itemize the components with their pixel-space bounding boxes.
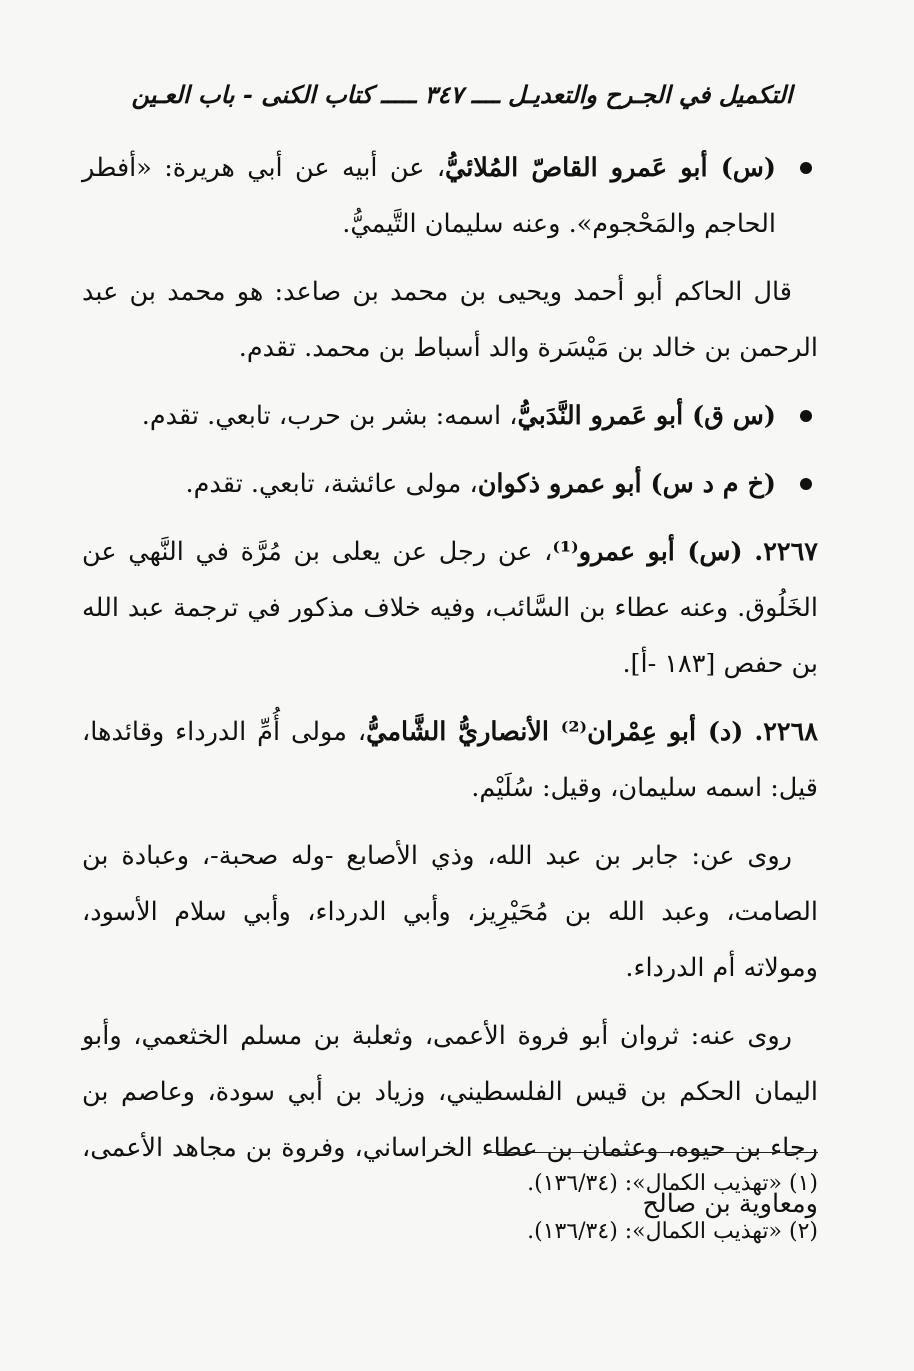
entry-text: ، مولى عائشة، تابعي. تقدم. xyxy=(185,469,478,499)
entry-heading: (س) أبو عمرو⁽¹⁾ xyxy=(552,537,743,567)
entry-number: ٢٢٦٧. xyxy=(754,537,818,567)
running-header: التكميل في الجـرح والتعديـل ــــ ٣٤٧ ـــــ كتاب الكنى - باب العـين xyxy=(131,80,793,109)
entry-text: ، عن رجل عن يعلى بن مُرَّة في النَّهي عن الخَلُوق. وعنه عطاء بن السَّائب، وفيه خلاف مذكور في ترجمة عبد الله بن حفص [١٨٣ -أ]. xyxy=(82,537,818,679)
footnote-divider xyxy=(488,1152,818,1153)
footnote-1: (١) «تهذيب الكمال»: (١٣٦/٣٤). xyxy=(527,1171,818,1196)
bullet-icon xyxy=(800,162,812,174)
bullet-icon xyxy=(800,410,812,422)
entry-text: ، عن أبيه عن أبي هريرة: «أفطر الحاجم والمَحْجوم». وعنه سليمان التَّيميُّ. xyxy=(82,153,776,239)
paragraph: قال الحاكم أبو أحمد ويحيى بن محمد بن صاعد: هو محمد بن عبد الرحمن بن خالد بن مَيْسَرة والد أسباط بن محمد. تقدم. xyxy=(82,277,818,363)
page-body xyxy=(82,140,818,1244)
entry-bullet-3 xyxy=(82,456,818,512)
entry-heading: (س) أبو عَمرو القاصّ المُلائيُّ xyxy=(445,153,776,183)
entry-text: ، مولى أُمِّ الدرداء وقائدها، قيل: اسمه سليمان، وقيل: سُلَيْم. xyxy=(82,717,818,803)
footnote-2: (٢) «تهذيب الكمال»: (١٣٦/٣٤). xyxy=(527,1219,818,1244)
entry-heading: (خ م د س) أبو عمرو ذكوان xyxy=(477,469,776,499)
entry-bullet-1 xyxy=(82,140,818,252)
narrated-by-paragraph: روى عنه: ثروان أبو فروة الأعمى، وثعلبة بن مسلم الخثعمي، وأبو اليمان الحكم بن قيس الفلسطيني، وزياد بن أبي سودة، وعاصم بن رجاء بن حيوه، وعثمان بن عطاء الخراساني، وفروة بن مجاهد الأعمى، ومعاوية بن صالح xyxy=(82,1021,818,1219)
entry-heading: (س ق) أبو عَمرو النَّدَبيُّ xyxy=(517,401,776,431)
entry-heading: (د) أبو عِمْران⁽²⁾ الأنصاريُّ الشَّاميُّ xyxy=(366,717,744,747)
entry-2268 xyxy=(82,704,818,816)
entry-number: ٢٢٦٨. xyxy=(754,717,818,747)
footnotes xyxy=(300,1160,818,1256)
bullet-icon xyxy=(800,478,812,490)
entry-2267 xyxy=(82,524,818,692)
entry-text: ، اسمه: بشر بن حرب، تابعي. تقدم. xyxy=(141,401,518,431)
entry-bullet-2 xyxy=(82,388,818,444)
narrated-from-paragraph: روى عن: جابر بن عبد الله، وذي الأصابع -وله صحبة-، وعبادة بن الصامت، وعبد الله بن مُحَيْرِيز، وأبي الدرداء، وأبي سلام الأسود، ومولاته أم الدرداء. xyxy=(82,841,818,983)
